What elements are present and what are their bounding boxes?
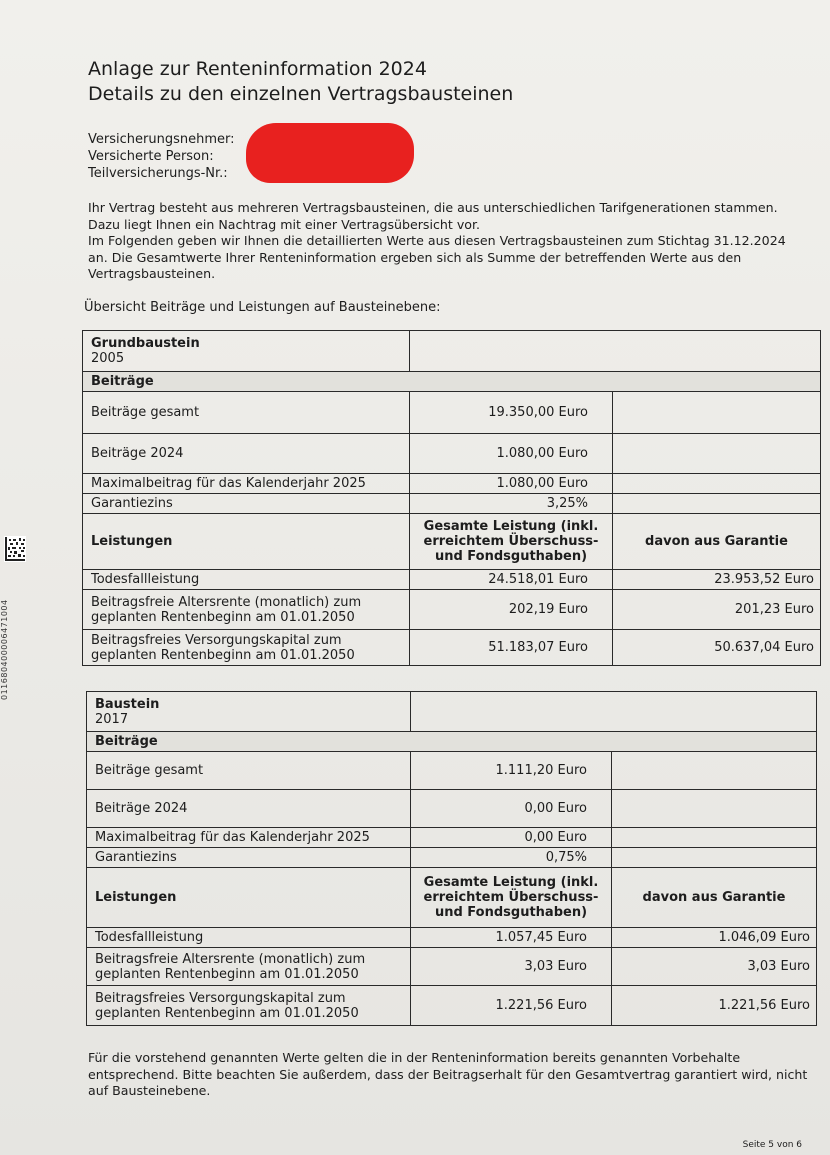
altersrente-value: 3,03 Euro bbox=[411, 948, 612, 986]
altersrente-garantie-value: 201,23 Euro bbox=[613, 590, 821, 630]
altersrente-garantie-value: 3,03 Euro bbox=[612, 948, 817, 986]
policy-meta bbox=[88, 131, 234, 182]
block-year: 2005 bbox=[91, 351, 125, 366]
garantiezins-label: Garantiezins bbox=[83, 494, 410, 514]
beitraege-2024-label: Beiträge 2024 bbox=[83, 434, 410, 474]
versorgungskapital-garantie-value: 50.637,04 Euro bbox=[613, 630, 821, 666]
intro-text bbox=[88, 200, 808, 283]
todesfall-label: Todesfallleistung bbox=[83, 570, 410, 590]
beitraege-2024-value: 0,00 Euro bbox=[411, 790, 612, 828]
versicherte-person-label: Versicherte Person: bbox=[88, 149, 214, 164]
versicherungsnehmer-label: Versicherungsnehmer: bbox=[88, 132, 235, 147]
teilversicherungs-nr-label: Teilversicherungs-Nr.: bbox=[88, 166, 228, 181]
todesfall-garantie-value: 23.953,52 Euro bbox=[613, 570, 821, 590]
todesfall-value: 24.518,01 Euro bbox=[410, 570, 613, 590]
col-davon-garantie: davon aus Garantie bbox=[612, 868, 817, 928]
altersrente-label: Beitragsfreie Altersrente (monatlich) zum geplanten Rentenbeginn am 01.01.2050 bbox=[87, 948, 411, 986]
versorgungskapital-label: Beitragsfreies Versorgungskapital zum geplanten Rentenbeginn am 01.01.2050 bbox=[83, 630, 410, 666]
versorgungskapital-value: 51.183,07 Euro bbox=[410, 630, 613, 666]
beitraege-gesamt-value: 1.111,20 Euro bbox=[411, 752, 612, 790]
block-table-baustein bbox=[86, 691, 817, 1026]
maximalbeitrag-value: 1.080,00 Euro bbox=[410, 474, 613, 494]
garantiezins-label: Garantiezins bbox=[87, 848, 411, 868]
garantiezins-value: 0,75% bbox=[411, 848, 612, 868]
versorgungskapital-garantie-value: 1.221,56 Euro bbox=[612, 986, 817, 1026]
beitraege-section: Beiträge bbox=[83, 372, 821, 392]
block-name: Baustein bbox=[95, 696, 160, 712]
block-table-grundbaustein bbox=[82, 330, 821, 666]
col-gesamte-leistung: Gesamte Leistung (inkl. erreichtem Überschuss- und Fondsguthaben) bbox=[411, 868, 612, 928]
beitraege-2024-label: Beiträge 2024 bbox=[87, 790, 411, 828]
garantiezins-value: 3,25% bbox=[410, 494, 613, 514]
page-number: Seite 5 von 6 bbox=[742, 1140, 802, 1150]
todesfall-garantie-value: 1.046,09 Euro bbox=[612, 928, 817, 948]
maximalbeitrag-value: 0,00 Euro bbox=[411, 828, 612, 848]
beitraege-gesamt-value: 19.350,00 Euro bbox=[410, 392, 613, 434]
maximalbeitrag-label: Maximalbeitrag für das Kalenderjahr 2025 bbox=[83, 474, 410, 494]
beitraege-section: Beiträge bbox=[87, 732, 817, 752]
redaction-mark bbox=[246, 123, 414, 183]
overview-heading: Übersicht Beiträge und Leistungen auf Bausteinebene: bbox=[84, 300, 441, 315]
altersrente-value: 202,19 Euro bbox=[410, 590, 613, 630]
block-name: Grundbaustein bbox=[91, 336, 200, 351]
block-header bbox=[87, 692, 411, 732]
block-year: 2017 bbox=[95, 711, 129, 727]
beitraege-gesamt-label: Beiträge gesamt bbox=[83, 392, 410, 434]
intro-paragraph-1: Ihr Vertrag besteht aus mehreren Vertragsbausteinen, die aus unterschiedlichen Tarifgenerationen stammen. Dazu liegt Ihnen ein Nachtrag mit einer Vertragsübersicht vor. bbox=[88, 200, 778, 232]
beitraege-2024-value: 1.080,00 Euro bbox=[410, 434, 613, 474]
col-davon-garantie: davon aus Garantie bbox=[613, 514, 821, 570]
footer-note: Für die vorstehend genannten Werte gelten die in der Renteninformation bereits genannten Vorbehalte entsprechend. Bitte beachten Sie außerdem, dass der Beitragserhalt für den Gesamtvertrag garantiert wird, nicht auf Bausteinebene. bbox=[88, 1050, 808, 1098]
intro-paragraph-2: Im Folgenden geben wir Ihnen die detaillierten Werte aus diesen Vertragsbausteinen zum Stichtag 31.12.2024 an. Die Gesamtwerte Ihrer Renteninformation ergeben sich als Summe der betreffenden Werte aus den Vertragsbausteinen. bbox=[88, 233, 786, 281]
leistungen-label: Leistungen bbox=[83, 514, 410, 570]
beitraege-gesamt-label: Beiträge gesamt bbox=[87, 752, 411, 790]
title-line-2: Details zu den einzelnen Vertragsbausteinen bbox=[88, 83, 514, 105]
maximalbeitrag-label: Maximalbeitrag für das Kalenderjahr 2025 bbox=[87, 828, 411, 848]
page-title bbox=[88, 57, 513, 107]
title-line-1: Anlage zur Renteninformation 2024 bbox=[88, 58, 427, 80]
todesfall-value: 1.057,45 Euro bbox=[411, 928, 612, 948]
todesfall-label: Todesfallleistung bbox=[87, 928, 411, 948]
block-header bbox=[83, 331, 410, 372]
col-gesamte-leistung: Gesamte Leistung (inkl. erreichtem Überschuss- und Fondsguthaben) bbox=[410, 514, 613, 570]
datamatrix-code-icon bbox=[4, 536, 26, 562]
leistungen-label: Leistungen bbox=[87, 868, 411, 928]
side-reference-code bbox=[0, 686, 9, 700]
versorgungskapital-value: 1.221,56 Euro bbox=[411, 986, 612, 1026]
versorgungskapital-label: Beitragsfreies Versorgungskapital zum geplanten Rentenbeginn am 01.01.2050 bbox=[87, 986, 411, 1026]
altersrente-label: Beitragsfreie Altersrente (monatlich) zum geplanten Rentenbeginn am 01.01.2050 bbox=[83, 590, 410, 630]
